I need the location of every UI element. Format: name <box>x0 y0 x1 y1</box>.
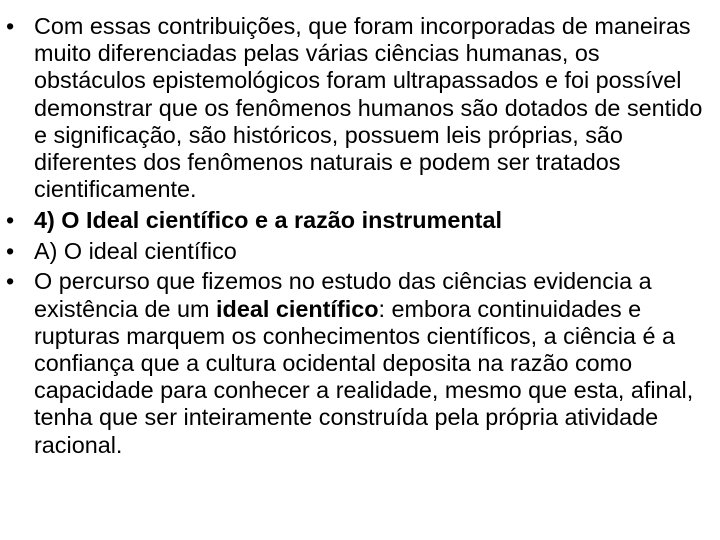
bullet-list <box>6 13 712 462</box>
section-heading: 4) O Ideal científico e a razão instrumental <box>34 206 502 233</box>
bullet-icon: • <box>6 268 15 295</box>
bullet-icon: • <box>6 237 15 264</box>
bullet-item-scientific-ideal <box>6 268 712 458</box>
bullet-icon: • <box>6 206 15 233</box>
bullet-text-before: O percurso que fizemos no estudo das ciências evidencia a existência de um <box>34 268 652 322</box>
bullet-item-subheading <box>6 238 712 265</box>
bullet-text: Com essas contribuições, que foram incorporadas de maneiras muito diferenciadas pelas várias ciências humanas, os obstáculos epistemológicos foram ultrapassados e foi possível demonstrar que os fenômenos humanos são dotados de sentido e significação, são históricos, possuem leis próprias, são diferentes dos fenômenos naturais e podem ser tratados cientificamente. <box>34 13 703 203</box>
bullet-item-contributions <box>6 13 712 203</box>
emphasized-term: ideal científico <box>216 295 379 322</box>
subheading: A) O ideal científico <box>34 237 237 264</box>
bullet-icon: • <box>6 13 15 39</box>
bullet-item-section-heading <box>6 207 712 234</box>
bullet-text-after: : embora continuidades e rupturas marquem os conhecimentos científicos, a ciência é a confiança que a cultura ocidental deposita na razão como capacidade para conhecer a realidade, mesmo que esta, afinal, tenha que ser inteiramente construída pela própria atividade racional. <box>34 295 694 458</box>
